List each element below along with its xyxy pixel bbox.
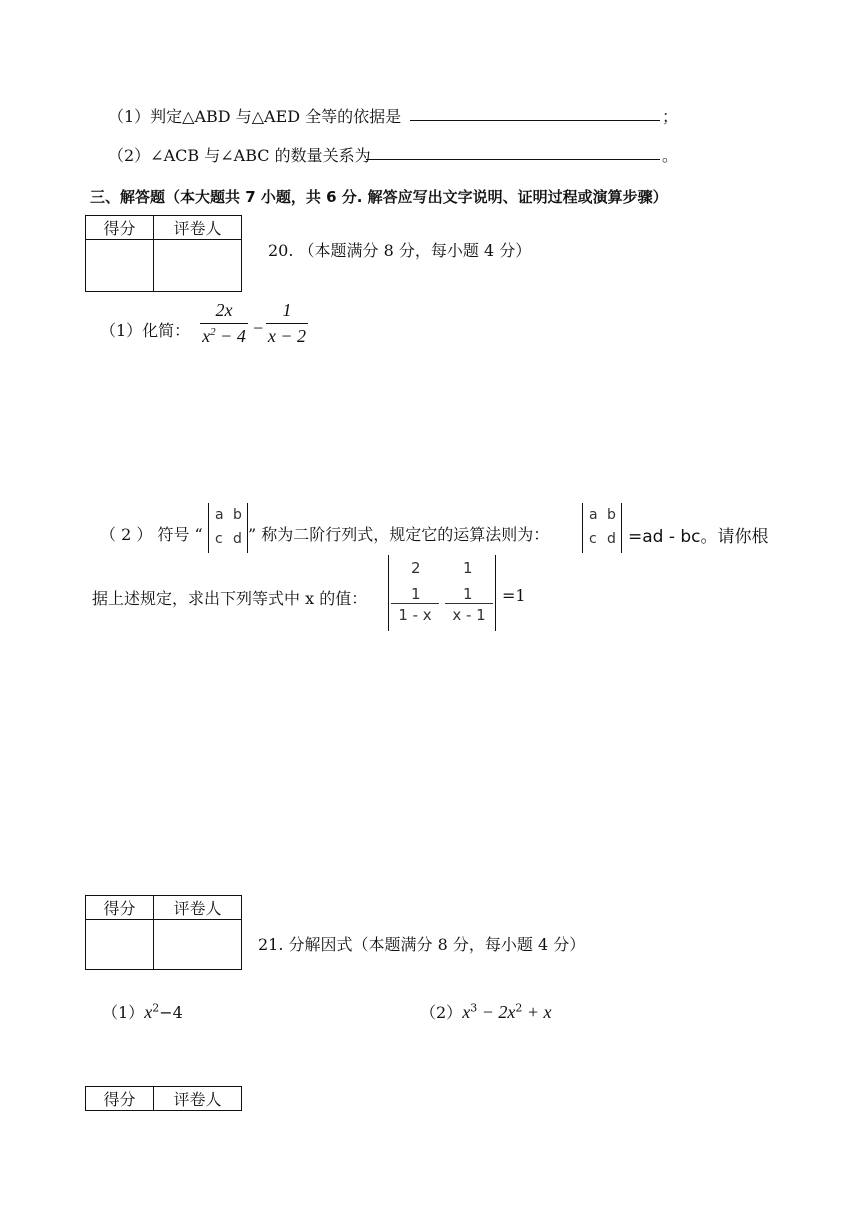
fraction-1-numerator: 2x [215,300,233,320]
equation-result: =1 [502,586,526,605]
fraction-2-denominator: x − 2 [267,326,307,346]
grader-cell[interactable] [154,920,242,970]
fraction-1-denominator: $x^2 - 4$ [202,326,246,346]
q20-part1-label: （1）化简： [100,321,191,340]
answer-blank-1[interactable] [410,102,660,121]
q20-part2-text-b: ” 称为二阶行列式，规定它的运算法则为： [248,525,550,544]
score-header: 得分 [86,216,154,240]
fraction-1 [200,300,248,347]
determinant-rule: a b c d [582,503,622,553]
score-table-21 [85,895,242,970]
section-heading: 三、解答题（本大题共 7 小题，共 6 分. 解答应写出文字说明、证明过程或演算步骤） [90,188,668,206]
q21-part2: $(2)x^3 - 2x^2 + x$ [420,1001,552,1022]
question-20-title: 20. （本题满分 8 分，每小题 4 分） [268,241,532,260]
grader-header: 评卷人 [154,896,242,920]
score-table-22 [85,1086,242,1111]
score-header: 得分 [86,1087,154,1111]
question-2-end: 。 [662,146,679,165]
determinant-equation: 2 1 1 1 - x 1 x - 1 [388,555,496,631]
fraction-2-numerator: 1 [282,300,292,320]
fraction-bar [266,323,308,324]
answer-blank-2[interactable] [366,141,660,160]
question-1-end: ； [662,107,679,126]
question-21-title: 21. 分解因式（本题满分 8 分，每小题 4 分） [258,935,586,954]
q20-part2-text-c: =ad - bc。请你根 [628,527,769,547]
grader-header: 评卷人 [154,216,242,240]
q20-part2-text-a: （ 2 ） 符号 “ [100,525,203,544]
question-1-label: （1）判定△ABD 与△AED 全等的依据是 [108,107,402,126]
question-2-label: （2）∠ACB 与∠ABC 的数量关系为 [108,146,371,165]
grader-cell[interactable] [154,240,242,292]
score-header: 得分 [86,896,154,920]
q21-part1: $(1)x^2-4$ [102,1001,183,1022]
score-table-20 [85,215,242,292]
grader-header: 评卷人 [154,1087,242,1111]
score-cell[interactable] [86,920,154,970]
score-cell[interactable] [86,240,154,292]
fraction-2 [266,300,308,347]
determinant-symbol: a b c d [208,503,248,553]
fraction-bar [200,323,248,324]
q20-part2-line2: 据上述规定，求出下列等式中 x 的值： [92,589,368,608]
minus-sign: − [252,318,265,338]
